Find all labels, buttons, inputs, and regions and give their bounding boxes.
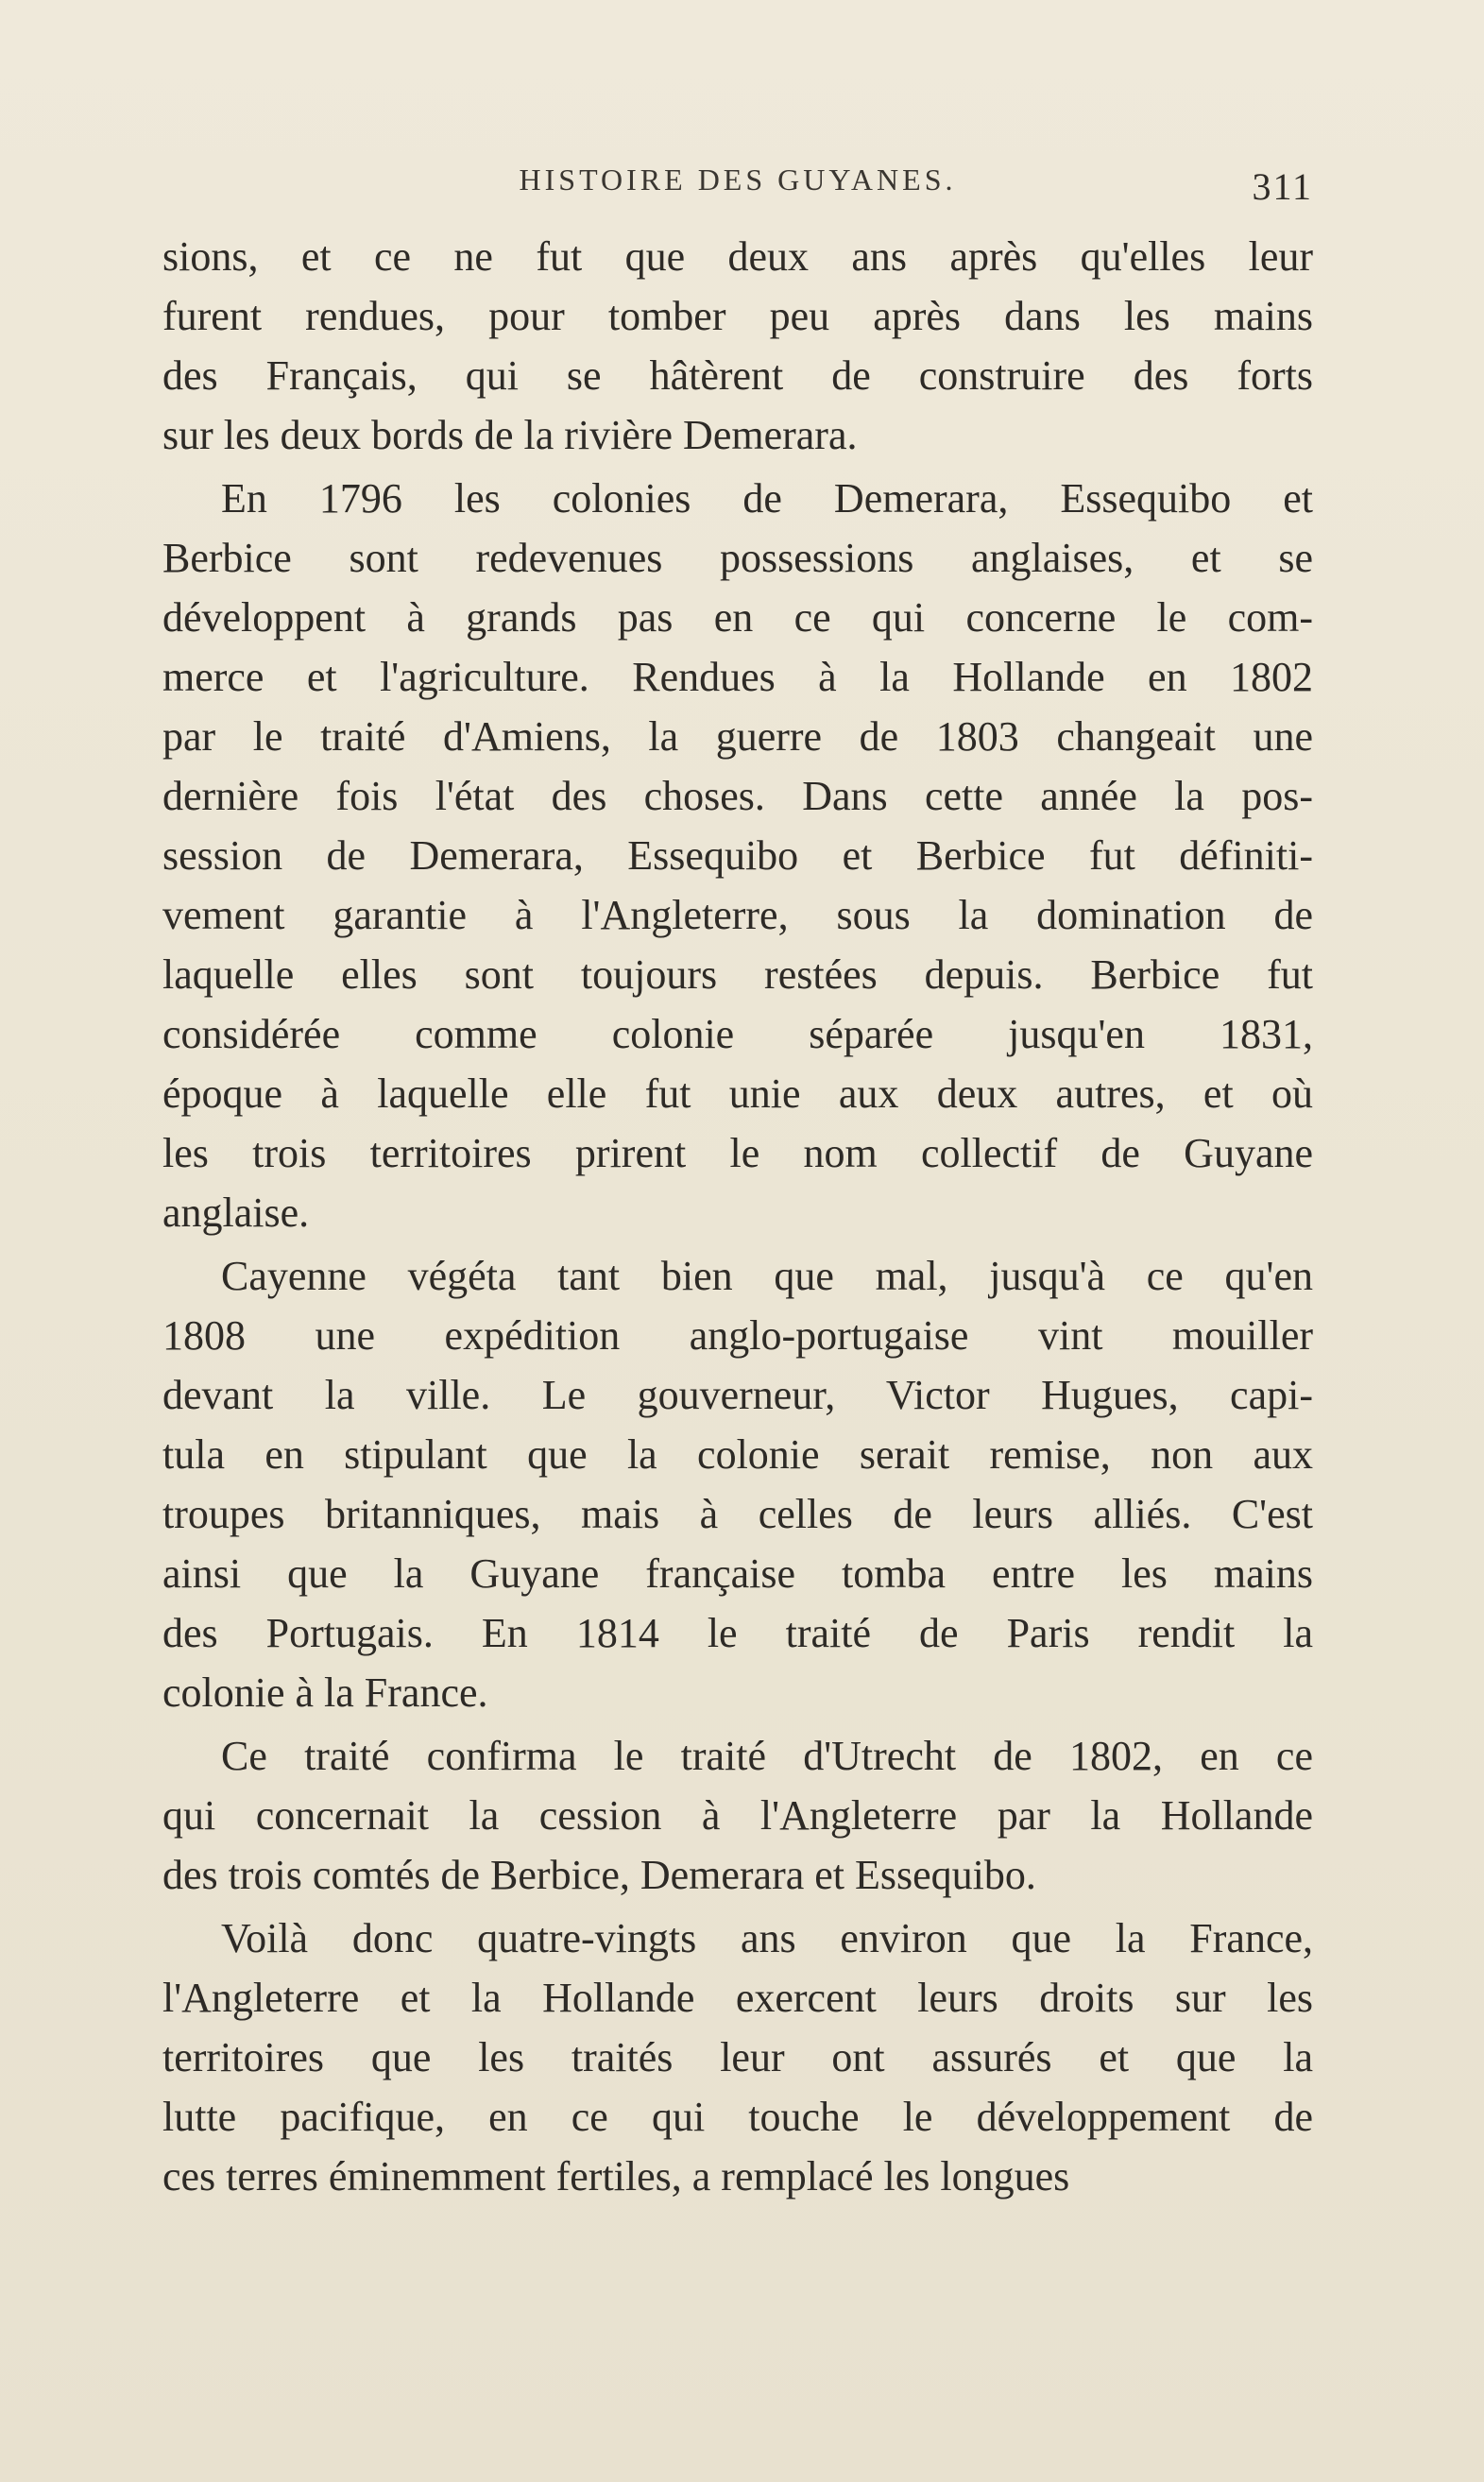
paragraph xyxy=(162,1246,1313,1722)
text-line: tula en stipulant que la colonie serait remise, non aux xyxy=(162,1431,1313,1478)
text-line: session de Demerara, Essequibo et Berbice fut définiti- xyxy=(162,832,1313,879)
running-title: HISTOIRE DES GUYANES. xyxy=(519,163,957,197)
text-line: territoires que les traités leur ont assurés et que la xyxy=(162,2034,1313,2080)
text-line: qui concernait la cession à l'Angleterre par la Hollande xyxy=(162,1792,1313,1839)
text-line: ainsi que la Guyane française tomba entre les mains xyxy=(162,1550,1313,1597)
text-line: sions, et ce ne fut que deux ans après qu'elles leur xyxy=(162,233,1313,280)
text-line: 1808 une expédition anglo-portugaise vint mouiller xyxy=(162,1312,1313,1359)
paragraph xyxy=(162,227,1313,465)
text-line: Berbice sont redevenues possessions anglaises, et se xyxy=(162,535,1313,581)
text-line: lutte pacifique, en ce qui touche le développement de xyxy=(162,2094,1313,2140)
text-line: vement garantie à l'Angleterre, sous la domination de xyxy=(162,892,1313,938)
text-line: merce et l'agriculture. Rendues à la Hollande en 1802 xyxy=(162,654,1313,700)
text-line: ces terres éminemment fertiles, a remplacé les longues xyxy=(162,2153,1070,2200)
text-line: époque à laquelle elle fut unie aux deux autres, et où xyxy=(162,1070,1313,1117)
text-line: développent à grands pas en ce qui concerne le com- xyxy=(162,594,1313,641)
running-head xyxy=(162,163,1313,210)
text-line: Voilà donc quatre-vingts ans environ que la France, xyxy=(221,1915,1313,1961)
text-line: En 1796 les colonies de Demerara, Essequibo et xyxy=(221,475,1313,522)
text-line: devant la ville. Le gouverneur, Victor Hugues, capi- xyxy=(162,1372,1313,1418)
body-text xyxy=(162,227,1313,2206)
text-line: Cayenne végéta tant bien que mal, jusqu'à ce qu'en xyxy=(221,1253,1313,1299)
text-line: furent rendues, pour tomber peu après dans les mains xyxy=(162,293,1313,339)
page-number: 311 xyxy=(1252,165,1313,208)
text-line: l'Angleterre et la Hollande exercent leurs droits sur les xyxy=(162,1975,1313,2021)
text-line: des Portugais. En 1814 le traité de Paris rendit la xyxy=(162,1610,1313,1656)
text-line: des Français, qui se hâtèrent de construire des forts xyxy=(162,352,1313,399)
text-line: considérée comme colonie séparée jusqu'en 1831, xyxy=(162,1011,1313,1057)
text-line: anglaise. xyxy=(162,1190,310,1236)
text-line: dernière fois l'état des choses. Dans cette année la pos- xyxy=(162,773,1313,819)
paragraph xyxy=(162,1726,1313,1905)
text-line: colonie à la France. xyxy=(162,1669,488,1716)
paragraph xyxy=(162,1909,1313,2206)
paragraph xyxy=(162,469,1313,1242)
text-line: les trois territoires prirent le nom collectif de Guyane xyxy=(162,1130,1313,1176)
text-line: troupes britanniques, mais à celles de leurs alliés. C'est xyxy=(162,1491,1313,1537)
text-line: laquelle elles sont toujours restées depuis. Berbice fut xyxy=(162,951,1313,998)
text-line: Ce traité confirma le traité d'Utrecht de 1802, en ce xyxy=(221,1733,1313,1779)
text-line: sur les deux bords de la rivière Demerara. xyxy=(162,412,858,458)
text-line: des trois comtés de Berbice, Demerara et Essequibo. xyxy=(162,1852,1036,1898)
text-line: par le traité d'Amiens, la guerre de 1803 changeait une xyxy=(162,713,1313,760)
